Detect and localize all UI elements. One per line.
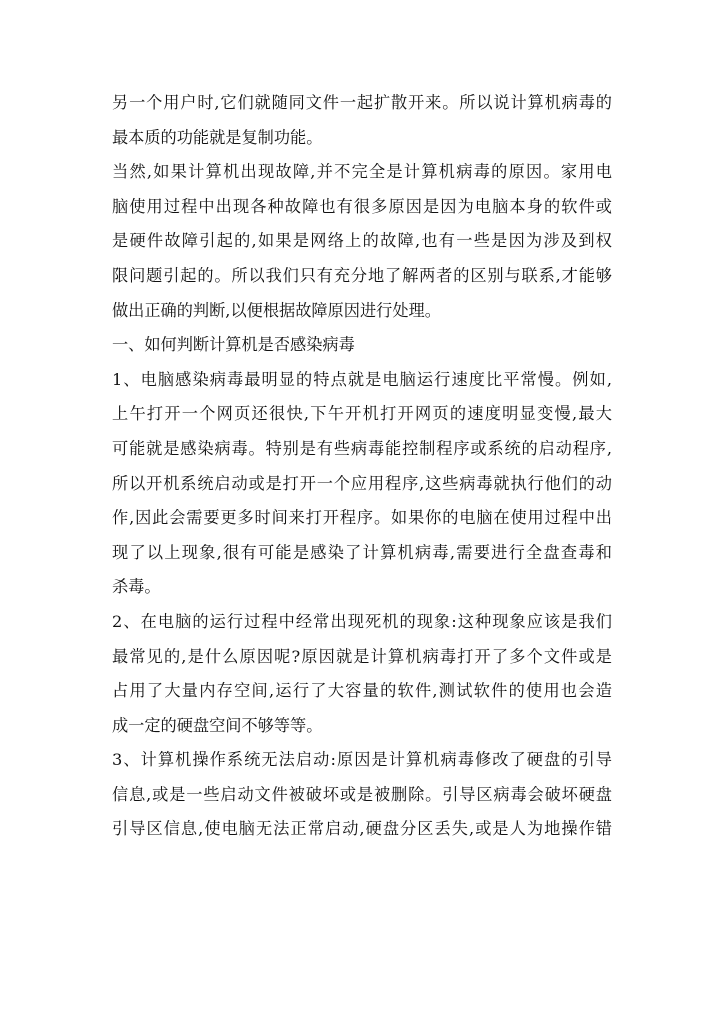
text-line: 上午打开一个网页还很快,下午开机打开网页的速度明显变慢,最大 bbox=[112, 404, 612, 424]
text-line: 3、计算机操作系统无法启动:原因是计算机病毒修改了硬盘的引导 bbox=[112, 750, 612, 770]
text-line: 另一个用户时,它们就随同文件一起扩散开来。所以说计算机病毒的 bbox=[112, 93, 612, 112]
text-line: 是硬件故障引起的,如果是网络上的故障,也有一些是因为涉及到权 bbox=[112, 231, 612, 251]
text-line: 做出正确的判断,以便根据故障原因进行处理。 bbox=[112, 300, 441, 320]
text-line: 作,因此会需要更多时间来打开程序。如果你的电脑在使用过程中出 bbox=[112, 508, 612, 528]
text-line: 所以开机系统启动或是打开一个应用程序,这些病毒就执行他们的动 bbox=[112, 473, 612, 493]
text-line: 2、在电脑的运行过程中经常出现死机的现象:这种现象应该是我们 bbox=[112, 611, 612, 631]
text-line: 信息,或是一些启动文件被破坏或是被删除。引导区病毒会破坏硬盘 bbox=[112, 784, 612, 804]
section-heading: 一、如何判断计算机是否感染病毒 bbox=[112, 335, 355, 355]
text-line: 可能就是感染病毒。特别是有些病毒能控制程序或系统的启动程序, bbox=[112, 438, 612, 458]
document-body-text bbox=[112, 86, 612, 847]
text-line: 1、电脑感染病毒最明显的特点就是电脑运行速度比平常慢。例如, bbox=[112, 369, 612, 389]
text-line: 占用了大量内存空间,运行了大容量的软件,测试软件的使用也会造 bbox=[112, 681, 612, 701]
text-line: 杀毒。 bbox=[112, 577, 161, 597]
text-line: 现了以上现象,很有可能是感染了计算机病毒,需要进行全盘查毒和 bbox=[112, 542, 612, 562]
text-line: 当然,如果计算机出现故障,并不完全是计算机病毒的原因。家用电 bbox=[112, 162, 612, 182]
text-line: 引导区信息,使电脑无法正常启动,硬盘分区丢失,或是人为地操作错 bbox=[112, 819, 612, 839]
text-line: 最本质的功能就是复制功能。 bbox=[112, 127, 323, 147]
text-line: 最常见的,是什么原因呢?原因就是计算机病毒打开了多个文件或是 bbox=[112, 646, 612, 666]
text-line: 成一定的硬盘空间不够等等。 bbox=[112, 715, 323, 735]
text-line: 限问题引起的。所以我们只有充分地了解两者的区别与联系,才能够 bbox=[112, 265, 612, 285]
text-line: 脑使用过程中出现各种故障也有很多原因是因为电脑本身的软件或 bbox=[112, 196, 612, 216]
